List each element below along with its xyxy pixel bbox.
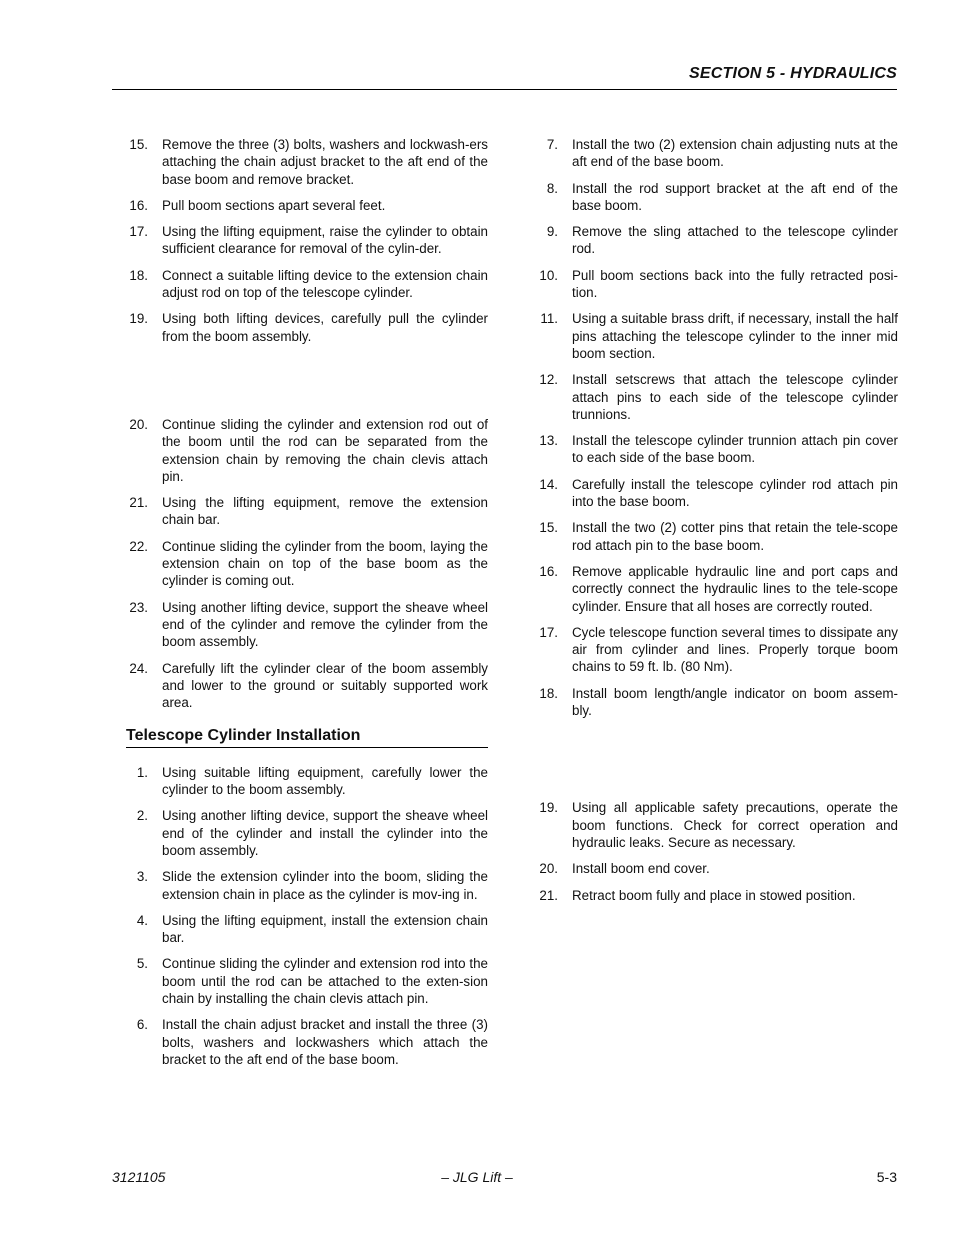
step-list	[126, 416, 488, 711]
step-text: Retract boom fully and place in stowed position.	[572, 887, 856, 903]
step-text: Install setscrews that attach the telescope cylinder attach pins to each side of the telescope cylinder trunnions.	[572, 372, 898, 422]
step-text: Continue sliding the cylinder and extension rod out of the boom until the rod can be separated from the extension chain by removing the chain clevis attach pin.	[162, 416, 488, 484]
list-item	[536, 371, 898, 423]
step-number: 22.	[129, 538, 148, 554]
list-item	[126, 416, 488, 485]
step-text: Install the rod support bracket at the aft end of the base boom.	[572, 180, 898, 213]
step-number: 18.	[129, 267, 148, 283]
step-text: Using the lifting equipment, remove the extension chain bar.	[162, 495, 488, 528]
section-heading: Telescope Cylinder Installation	[126, 727, 488, 747]
step-number: 8.	[546, 180, 558, 196]
list-item	[536, 432, 898, 467]
step-text: Cycle telescope function several times to dissipate any air from cylinder and lines. Properly torque boom chains to 59 ft. lb. (80 Nm).	[572, 624, 898, 675]
step-text: Install the telescope cylinder trunnion attach pin cover to each side of the base boom.	[572, 433, 898, 466]
step-number: 3.	[136, 869, 148, 885]
footer-brand: – JLG Lift –	[441, 1169, 513, 1185]
step-text: Using another lifting device, support the sheave wheel end of the cylinder and remove the cylinder from the boom assembly.	[162, 599, 488, 650]
list-item	[126, 807, 488, 859]
step-number: 15.	[539, 520, 558, 536]
left-column	[126, 136, 488, 1077]
step-number: 9.	[546, 224, 558, 240]
step-number: 16.	[539, 563, 558, 579]
step-text: Slide the extension cylinder into the boom, sliding the extension chain in place as the cylinder is mov-ing in.	[162, 869, 488, 902]
list-item	[126, 1016, 488, 1068]
header-rule	[112, 89, 897, 90]
step-text: Using both lifting devices, carefully pull the cylinder from the boom assembly.	[162, 311, 488, 344]
list-item	[536, 180, 898, 215]
step-text: Connect a suitable lifting device to the extension chain adjust rod on top of the telescope cylinder.	[162, 267, 488, 301]
step-list	[536, 799, 898, 903]
list-item	[536, 223, 898, 258]
list-item	[536, 624, 898, 676]
step-text: Using suitable lifting equipment, carefully lower the cylinder to the boom assembly.	[162, 764, 488, 798]
section-title: SECTION 5 - HYDRAULICS	[689, 65, 897, 82]
step-text: Using the lifting equipment, install the extension chain bar.	[162, 912, 488, 946]
step-list	[536, 136, 898, 719]
step-number: 18.	[539, 685, 558, 701]
spacer	[126, 354, 488, 416]
list-item	[536, 685, 898, 720]
step-list	[126, 136, 488, 345]
step-number: 6.	[136, 1017, 148, 1033]
list-item	[126, 538, 488, 590]
list-item	[126, 267, 488, 302]
step-text: Remove the three (3) bolts, washers and lockwash-ers attaching the chain adjust bracket to the aft end of the base boom and remove bracket.	[162, 137, 488, 187]
list-item	[126, 660, 488, 712]
step-text: Using a suitable brass drift, if necessary, install the half pins attaching the telescope cylinder to the inner mid boom section.	[572, 311, 898, 361]
step-text: Carefully lift the cylinder clear of the boom assembly and lower to the ground or suitably supported work area.	[162, 660, 488, 711]
step-number: 11.	[540, 311, 558, 327]
list-item	[126, 310, 488, 345]
step-text: Install the chain adjust bracket and install the three (3) bolts, washers and lockwashers which attach the bracket to the aft end of the base boom.	[162, 1017, 488, 1067]
step-text: Pull boom sections apart several feet.	[162, 197, 386, 213]
step-number: 12.	[539, 372, 558, 388]
step-text: Install boom length/angle indicator on boom assem-bly.	[572, 685, 898, 719]
step-number: 16.	[129, 197, 148, 213]
list-item	[126, 764, 488, 799]
step-text: Install the two (2) extension chain adjusting nuts at the aft end of the base boom.	[572, 137, 898, 170]
step-text: Remove applicable hydraulic line and port caps and correctly connect the hydraulic lines to the tele-scope cylinder. Ensure that all hoses are correctly routed.	[572, 563, 898, 614]
list-item	[536, 563, 898, 615]
list-item	[126, 599, 488, 651]
step-number: 1.	[136, 764, 148, 780]
step-number: 17.	[539, 624, 558, 640]
step-number: 13.	[539, 433, 558, 449]
step-text: Continue sliding the cylinder and extension rod into the boom until the rod can be attached to the exten-sion chain by installing the chain clevis attach pin.	[162, 956, 488, 1006]
step-text: Install boom end cover.	[572, 861, 710, 877]
list-item	[536, 267, 898, 302]
list-item	[126, 868, 488, 903]
step-number: 19.	[539, 800, 558, 816]
list-item	[536, 799, 898, 851]
step-text: Using all applicable safety precautions, operate the boom functions. Check for correct operation and hydraulic leaks. Secure as necessary.	[572, 800, 898, 850]
step-number: 20.	[129, 416, 148, 432]
step-number: 24.	[129, 660, 148, 676]
list-item	[536, 476, 898, 511]
step-number: 7.	[546, 137, 558, 152]
list-item	[126, 223, 488, 258]
step-text: Carefully install the telescope cylinder rod attach pin into the base boom.	[572, 476, 898, 510]
step-text: Install the two (2) cotter pins that retain the tele-scope rod attach pin to the base boom.	[572, 520, 898, 553]
step-number: 2.	[136, 808, 148, 824]
list-item	[126, 136, 488, 188]
step-number: 21.	[129, 495, 148, 511]
step-number: 15.	[129, 137, 148, 152]
spacer	[536, 728, 898, 799]
list-item	[126, 494, 488, 529]
step-text: Using another lifting device, support the sheave wheel end of the cylinder and install the cylinder into the boom assembly.	[162, 808, 488, 858]
list-item	[126, 197, 488, 214]
step-number: 4.	[136, 912, 148, 928]
step-number: 19.	[129, 311, 148, 327]
step-number: 21.	[539, 887, 558, 903]
step-text: Pull boom sections back into the fully retracted posi-tion.	[572, 267, 898, 301]
list-item	[126, 912, 488, 947]
right-column	[536, 136, 898, 913]
step-number: 20.	[539, 861, 558, 877]
list-item	[126, 955, 488, 1007]
step-number: 5.	[136, 956, 148, 972]
step-number: 10.	[539, 267, 558, 283]
list-item	[536, 310, 898, 362]
step-list	[126, 764, 488, 1068]
step-text: Using the lifting equipment, raise the cylinder to obtain sufficient clearance for removal of the cylin-der.	[162, 224, 488, 257]
page-number: 5-3	[876, 1169, 897, 1185]
list-item	[536, 136, 898, 171]
list-item	[536, 519, 898, 554]
list-item	[536, 860, 898, 877]
step-text: Remove the sling attached to the telescope cylinder rod.	[572, 224, 898, 257]
step-number: 23.	[129, 599, 148, 615]
list-item	[536, 887, 898, 904]
document-number: 3121105	[112, 1169, 166, 1185]
step-text: Continue sliding the cylinder from the boom, laying the extension chain on top of the base boom as the cylinder is coming out.	[162, 538, 488, 589]
step-number: 14.	[539, 476, 558, 492]
step-number: 17.	[129, 224, 148, 240]
